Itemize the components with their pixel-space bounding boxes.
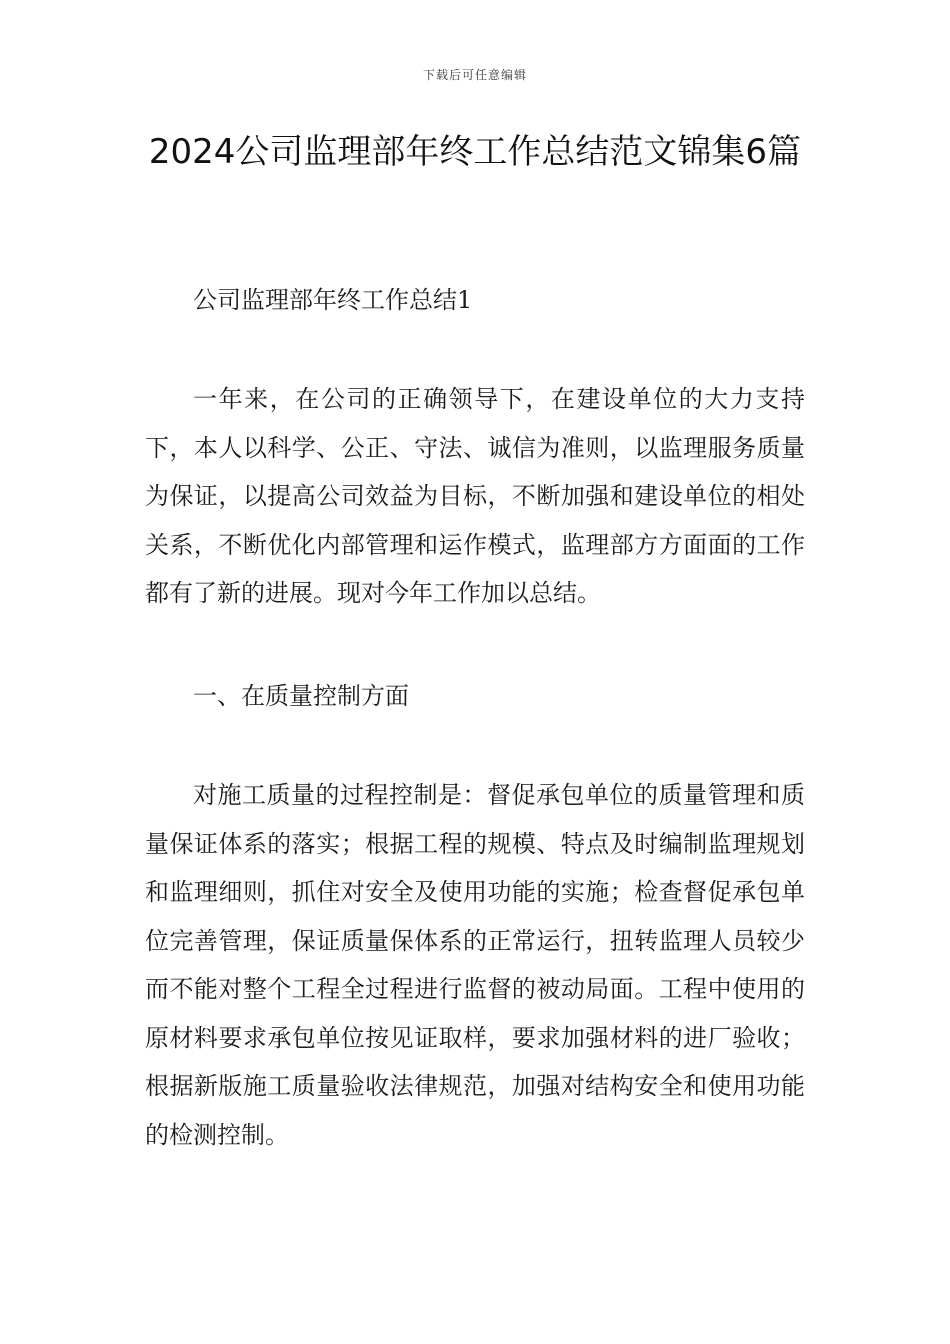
document-title: 2024公司监理部年终工作总结范文锦集6篇 — [148, 132, 802, 172]
header-note: 下载后可任意编辑 — [422, 68, 527, 82]
body-paragraph-1: 一年来，在公司的正确领导下，在建设单位的大力支持下，本人以科学、公正、守法、诚信为准则，以监理服务质量为保证，以提高公司效益为目标，不断加强和建设单位的相处关系，不断优化内部管理和运作模式，监理部方方面面的工作都有了新的进展。现对今年工作加以总结。 — [145, 385, 805, 607]
section-subtitle: 公司监理部年终工作总结1 — [193, 286, 473, 314]
body-paragraph-2: 对施工质量的过程控制是：督促承包单位的质量管理和质量保证体系的落实；根据工程的规模、特点及时编制监理规划和监理细则，抓住对安全及使用功能的实施；检查督促承包单位完善管理，保证质量保体系的正常运行，扭转监理人员较少而不能对整个工程全过程进行监督的被动局面。工程中使用的原材料要求承包单位按见证取样，要求加强材料的进厂验收；根据新版施工质量验收法律规范，加强对结构安全和使用功能的检测控制。 — [145, 781, 805, 1149]
section-heading-quality-control: 一、在质量控制方面 — [193, 682, 409, 710]
